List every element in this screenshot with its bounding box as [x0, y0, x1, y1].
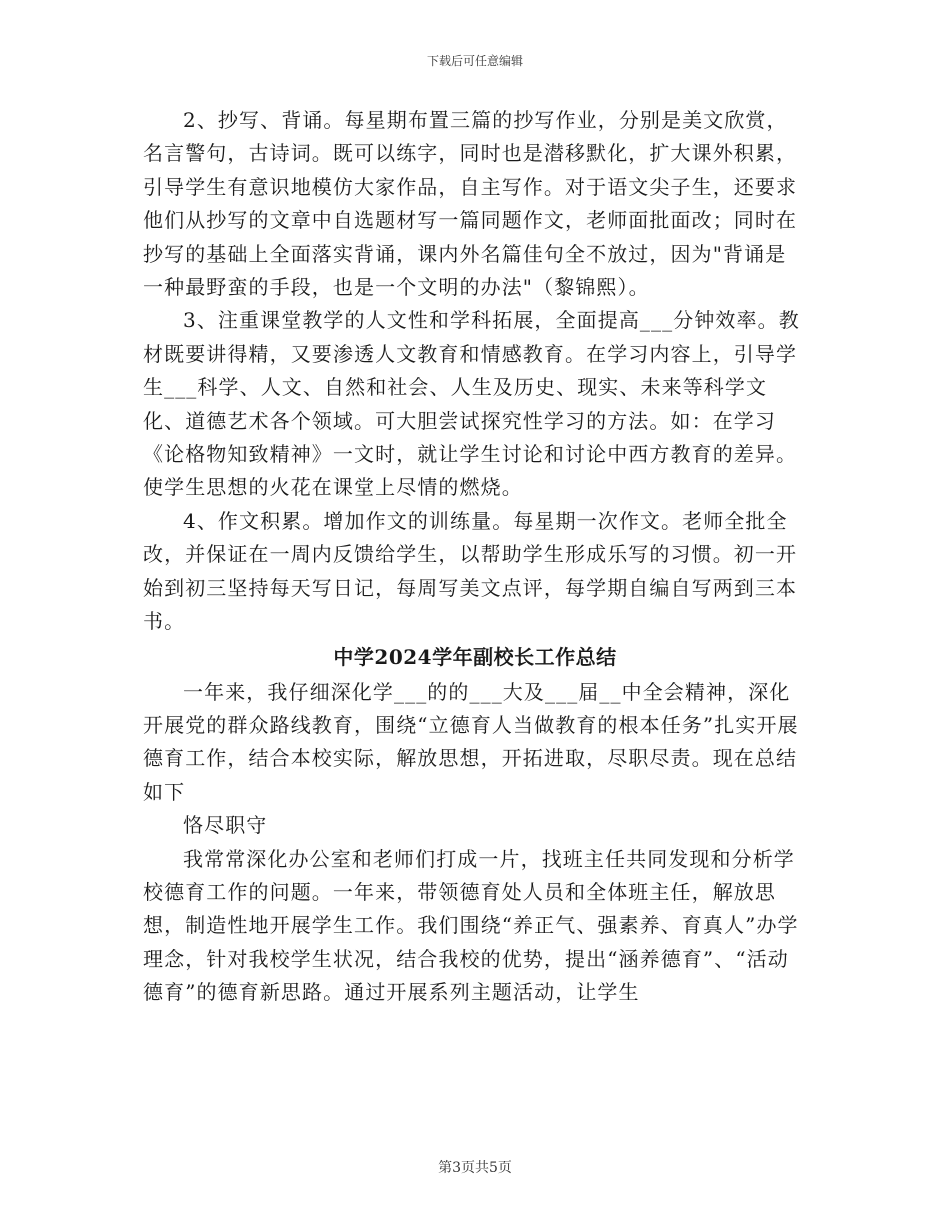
- paragraph-intro: 一年来，我仔细深化学___的的___大及___届__中全会精神，深化开展党的群众路线教育，围绕“立德育人当做教育的根本任务”扎实开展德育工作，结合本校实际，解放思想，开拓进取，尽职尽责。现在总结如下: [143, 679, 799, 804]
- paragraph-moral-education: 我常常深化办公室和老师们打成一片，找班主任共同发现和分析学校德育工作的问题。一年来，带领德育处人员和全体班主任，解放思想，制造性地开展学生工作。我们围绕“养正气、强素养、育真人”办学理念，针对我校学生状况，结合我校的优势，提出“涵养德育”、“活动德育”的德育新思路。通过开展系列主题活动，让学生: [143, 846, 799, 1005]
- paragraph-copy-recite: 2、抄写、背诵。每星期布置三篇的抄写作业，分别是美文欣赏，名言警句，古诗词。既可以练字，同时也是潜移默化，扩大课外积累，引导学生有意识地模仿大家作品，自主写作。对于语文尖子生，还要求他们从抄写的文章中自选题材写一篇同题作文，老师面批面改；同时在抄写的基础上全面落实背诵，课内外名篇佳句全不放过，因为"背诵是一种最野蛮的手段，也是一个文明的办法"（黎锦熙）。: [143, 108, 798, 300]
- paragraph-composition: 4、作文积累。增加作文的训练量。每星期一次作文。老师全批全改，并保证在一周内反馈给学生，以帮助学生形成乐写的习惯。初一开始到初三坚持每天写日记，每周写美文点评，每学期自编自写两到三本书。: [143, 508, 798, 634]
- page-header: 下载后可任意编辑: [426, 54, 523, 68]
- paragraph-classroom-teaching: 3、注重课堂教学的人文性和学科拓展，全面提高___分钟效率。教材既要讲得精，又要渗透人文教育和情感教育。在学习内容上，引导学生___科学、人文、自然和社会、人生及历史、现实、未来等科学文化、道德艺术各个领域。可大胆尝试探究性学习的方法。如：在学习《论格物知致精神》一文时，就让学生讨论和讨论中西方教育的差异。使学生思想的火花在课堂上尽情的燃烧。: [143, 308, 800, 500]
- subheading-duty: 恪尽职守: [183, 813, 268, 838]
- page-footer: 第3页共5页: [438, 1160, 512, 1176]
- document-body: [143, 104, 807, 1010]
- section-title: 中学2024学年副校长工作总结: [333, 644, 617, 669]
